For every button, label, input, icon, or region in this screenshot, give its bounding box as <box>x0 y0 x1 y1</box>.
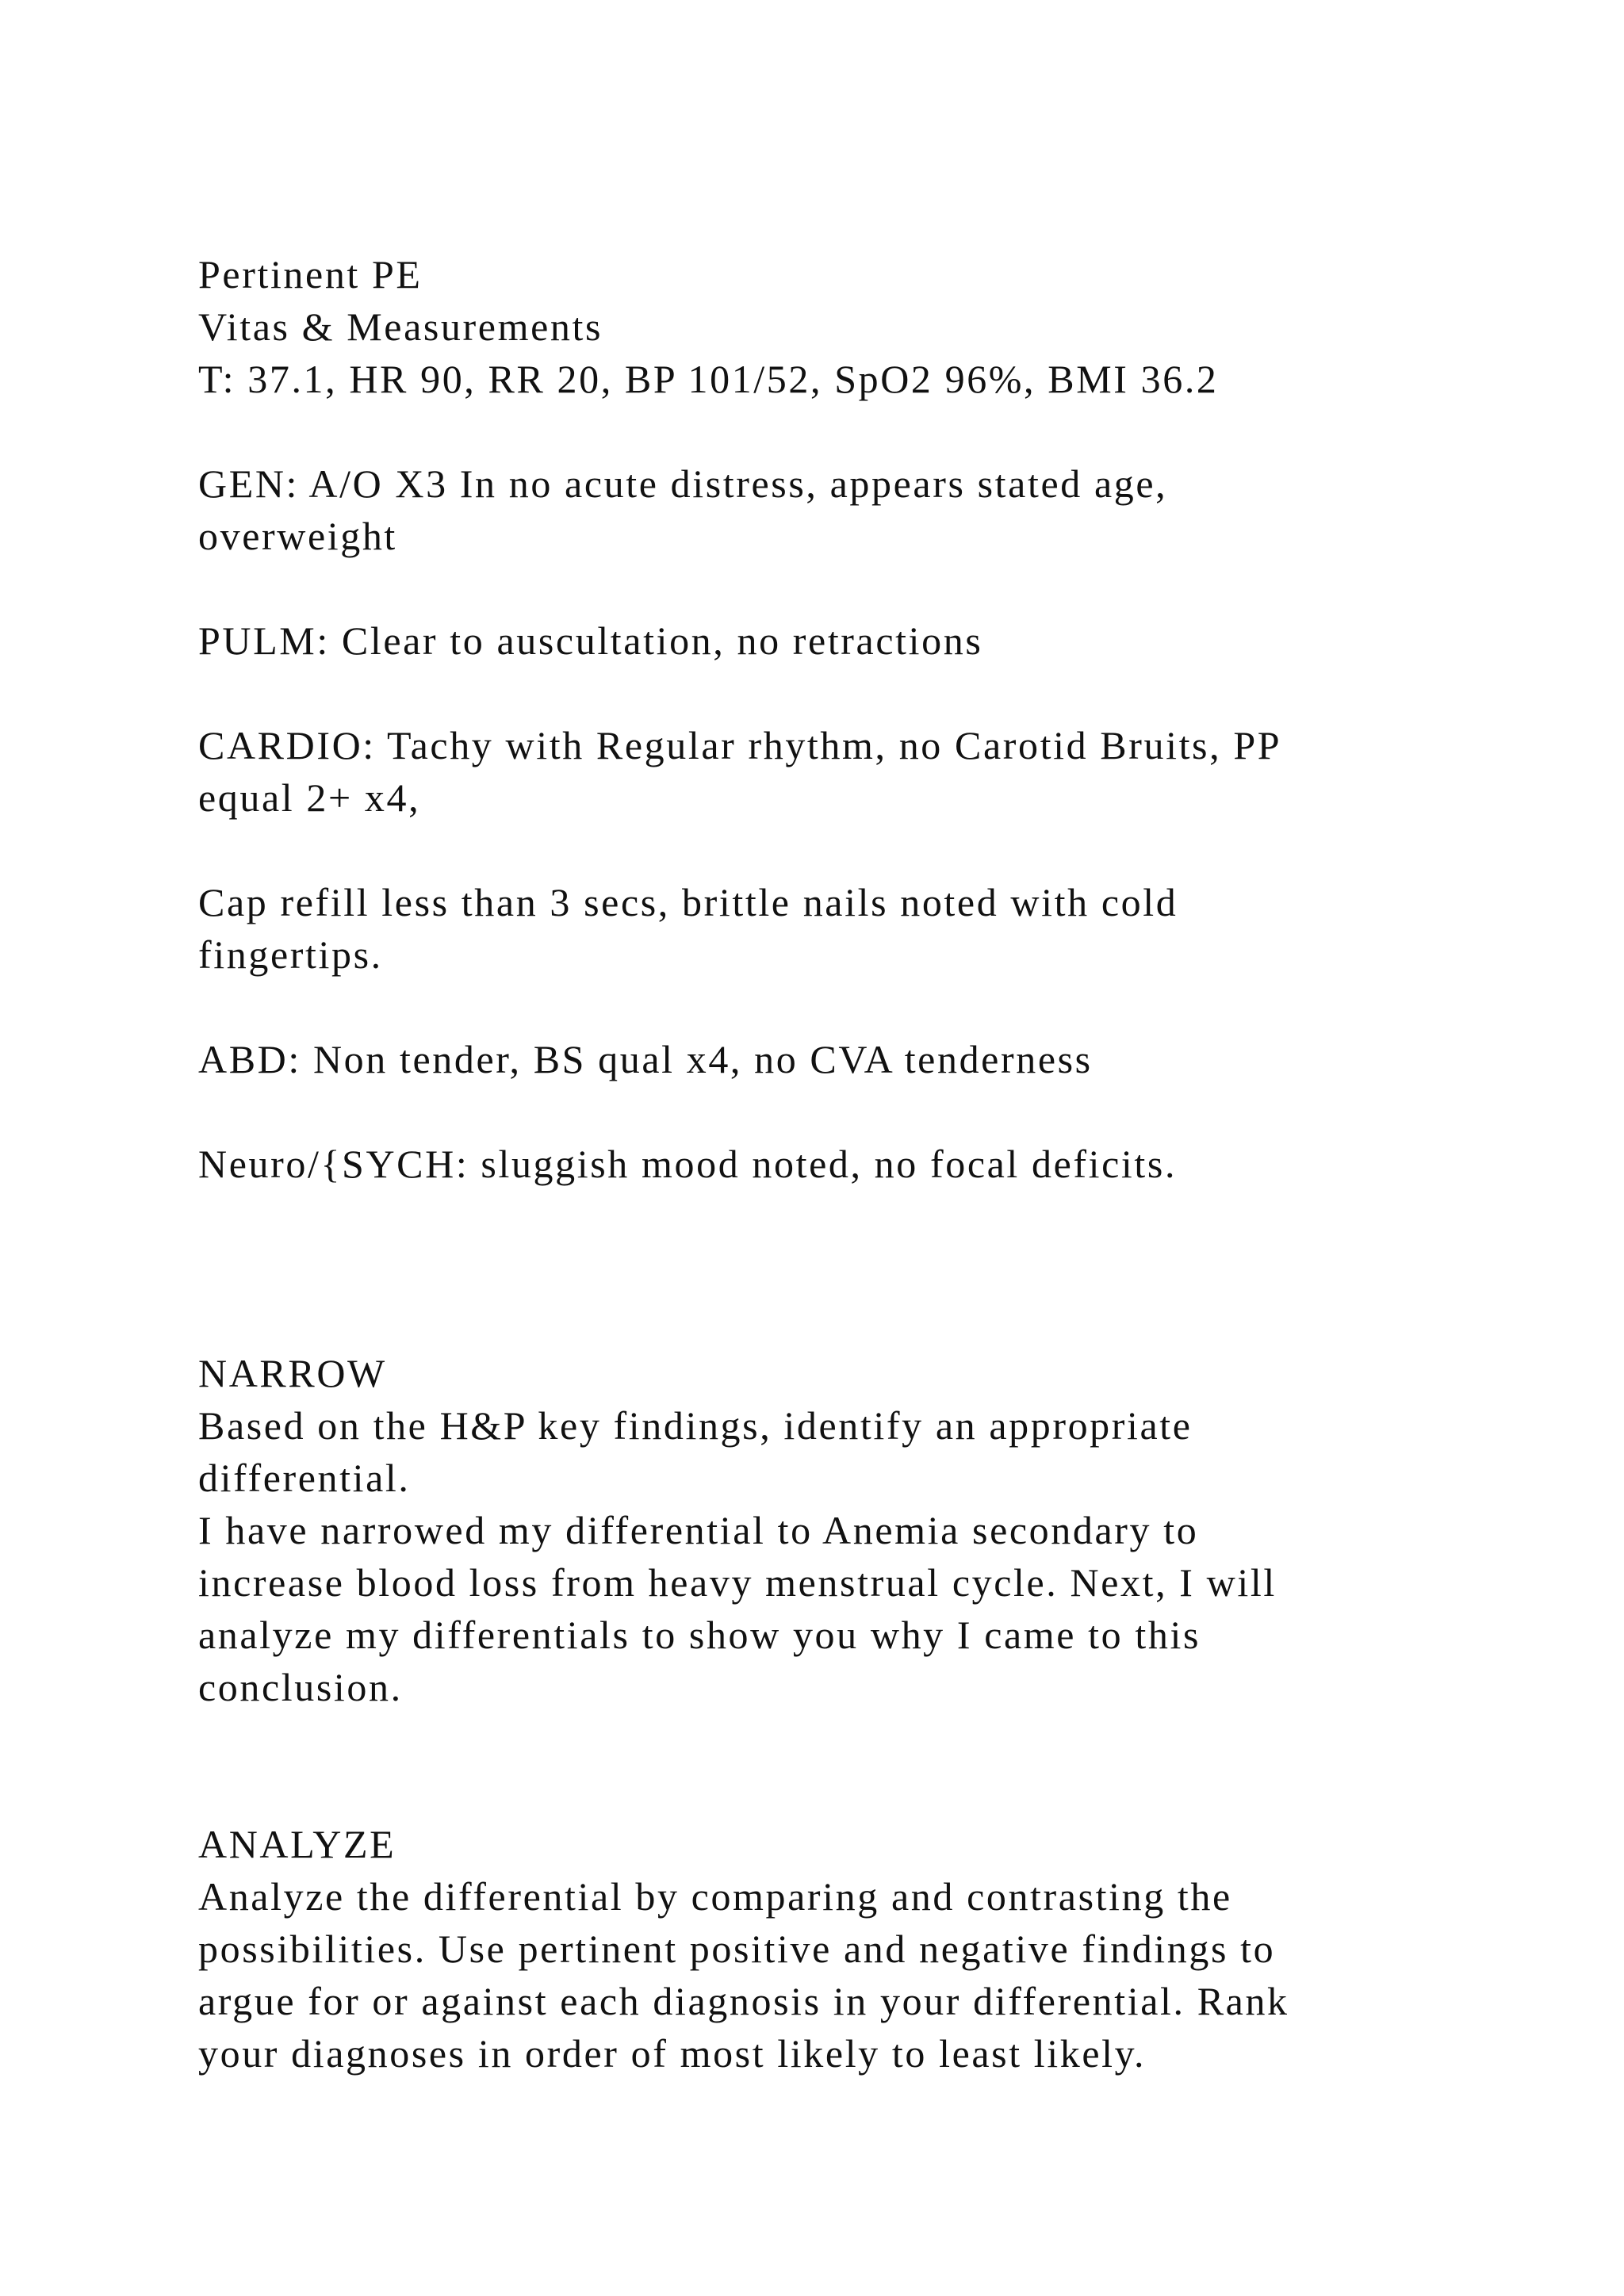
analyze-prompt-line-4: your diagnoses in order of most likely to least likely. <box>198 2031 1147 2076</box>
narrow-answer-line-2: increase blood loss from heavy menstrual cycle. Next, I will <box>198 1560 1277 1605</box>
gen-line-2: overweight <box>198 514 397 558</box>
narrow-answer-line-3: analyze my differentials to show you why I came to this <box>198 1613 1201 1657</box>
narrow-prompt-line-2: differential. <box>198 1456 411 1500</box>
analyze-prompt-line-3: argue for or against each diagnosis in your differential. Rank <box>198 1979 1289 2023</box>
narrow-answer-line-1: I have narrowed my differential to Anemia secondary to <box>198 1508 1199 1552</box>
abd-line: ABD: Non tender, BS qual x4, no CVA tenderness <box>198 1037 1093 1081</box>
narrow-prompt-line-1: Based on the H&P key findings, identify an appropriate <box>198 1403 1193 1448</box>
pe-heading: Pertinent PE <box>198 252 423 297</box>
neuro-line: Neuro/{SYCH: sluggish mood noted, no focal deficits. <box>198 1142 1178 1186</box>
analyze-heading: ANALYZE <box>198 1822 396 1866</box>
pulm-line: PULM: Clear to auscultation, no retractions <box>198 618 983 663</box>
vitals-line: T: 37.1, HR 90, RR 20, BP 101/52, SpO2 96%, BMI 36.2 <box>198 357 1219 401</box>
gen-line-1: GEN: A/O X3 In no acute distress, appears stated age, <box>198 461 1168 506</box>
cap-line-1: Cap refill less than 3 secs, brittle nails noted with cold <box>198 880 1178 924</box>
narrow-heading: NARROW <box>198 1351 387 1395</box>
cardio-line-2: equal 2+ x4, <box>198 775 421 820</box>
narrow-answer-line-4: conclusion. <box>198 1665 403 1709</box>
cap-line-2: fingertips. <box>198 932 383 977</box>
analyze-prompt-line-1: Analyze the differential by comparing and contrasting the <box>198 1874 1232 1919</box>
vitals-heading: Vitas & Measurements <box>198 304 603 349</box>
cardio-line-1: CARDIO: Tachy with Regular rhythm, no Carotid Bruits, PP <box>198 723 1282 767</box>
analyze-prompt-line-2: possibilities. Use pertinent positive and negative findings to <box>198 1927 1276 1971</box>
